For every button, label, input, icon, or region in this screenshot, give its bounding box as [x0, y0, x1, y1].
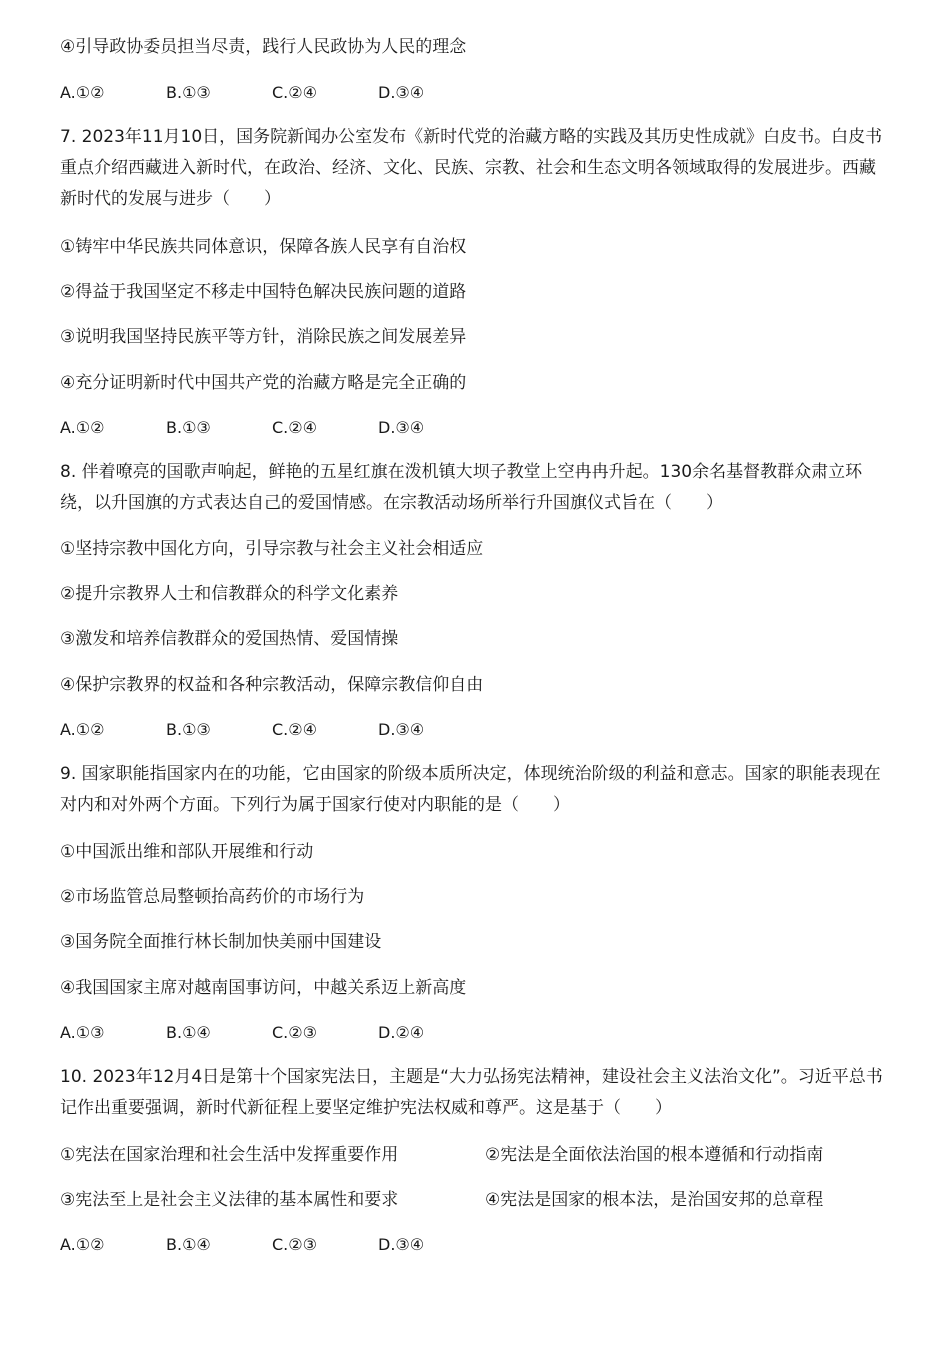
q8-options — [60, 719, 424, 741]
q9-item-4: ④我国国家主席对越南国事访问，中越关系迈上新高度 — [60, 978, 467, 998]
q9-option-a: A.①③ — [60, 1023, 105, 1042]
q10-option-c: C.②③ — [272, 1235, 317, 1254]
q8-stem: 8. 伴着嘹亮的国歌声响起，鲜艳的五星红旗在泼机镇大坝子教堂上空冉冉升起。130余名基督教群众肃立环绕，以升国旗的方式表达自己的爱国情感。在宗教活动场所举行升国旗仪式旨在（ ） — [60, 462, 863, 513]
q6-item-4: ④引导政协委员担当尽责，践行人民政协为人民的理念 — [60, 37, 467, 57]
q10-option-d: D.③④ — [378, 1235, 425, 1254]
q7-item-1: ①铸牢中华民族共同体意识，保障各族人民享有自治权 — [60, 237, 467, 257]
q6-option-c: C.②④ — [272, 83, 317, 102]
q7-item-2: ②得益于我国坚定不移走中国特色解决民族问题的道路 — [60, 282, 467, 302]
q8-item-1: ①坚持宗教中国化方向，引导宗教与社会主义社会相适应 — [60, 539, 484, 559]
q8-item-2: ②提升宗教界人士和信教群众的科学文化素养 — [60, 584, 399, 604]
q10-stem: 10. 2023年12月4日是第十个国家宪法日，主题是“大力弘扬宪法精神，建设社会主义法治文化”。习近平总书记作出重要强调，新时代新征程上要坚定维护宪法权威和尊严。这是基于（ ） — [60, 1067, 883, 1118]
q9-item-1: ①中国派出维和部队开展维和行动 — [60, 842, 314, 862]
q9-item-2: ②市场监管总局整顿抬高药价的市场行为 — [60, 887, 365, 907]
q10-item-4: ④宪法是国家的根本法，是治国安邦的总章程 — [485, 1190, 824, 1210]
q7-option-c: C.②④ — [272, 418, 317, 437]
q9-item-3: ③国务院全面推行林长制加快美丽中国建设 — [60, 932, 382, 952]
q6-option-a: A.①② — [60, 83, 105, 102]
q10-item-1: ①宪法在国家治理和社会生活中发挥重要作用 — [60, 1145, 399, 1165]
q8-option-c: C.②④ — [272, 720, 317, 739]
q9-option-d: D.②④ — [378, 1023, 425, 1042]
q8-option-b: B.①③ — [166, 720, 211, 739]
q10-options — [60, 1234, 424, 1256]
q8-item-3: ③激发和培养信教群众的爱国热情、爱国情操 — [60, 629, 399, 649]
q6-option-d: D.③④ — [378, 83, 425, 102]
q10-item-3: ③宪法至上是社会主义法律的基本属性和要求 — [60, 1190, 399, 1210]
q7-option-a: A.①② — [60, 418, 105, 437]
q10-option-a: A.①② — [60, 1235, 105, 1254]
q9-option-b: B.①④ — [166, 1023, 211, 1042]
q6-option-b: B.①③ — [166, 83, 211, 102]
q6-options — [60, 82, 424, 104]
q7-options — [60, 417, 424, 439]
q9-option-c: C.②③ — [272, 1023, 317, 1042]
q7-item-3: ③说明我国坚持民族平等方针，消除民族之间发展差异 — [60, 327, 467, 347]
q10-item-2: ②宪法是全面依法治国的根本遵循和行动指南 — [485, 1145, 824, 1165]
q7-option-b: B.①③ — [166, 418, 211, 437]
q8-option-a: A.①② — [60, 720, 105, 739]
q8-item-4: ④保护宗教界的权益和各种宗教活动，保障宗教信仰自由 — [60, 675, 484, 695]
q8-option-d: D.③④ — [378, 720, 425, 739]
q9-stem: 9. 国家职能指国家内在的功能，它由国家的阶级本质所决定，体现统治阶级的利益和意志。国家的职能表现在对内和对外两个方面。下列行为属于国家行使对内职能的是（ ） — [60, 764, 881, 815]
q10-option-b: B.①④ — [166, 1235, 211, 1254]
q7-option-d: D.③④ — [378, 418, 425, 437]
q7-item-4: ④充分证明新时代中国共产党的治藏方略是完全正确的 — [60, 373, 467, 393]
q7-stem: 7. 2023年11月10日，国务院新闻办公室发布《新时代党的治藏方略的实践及其历史性成就》白皮书。白皮书重点介绍西藏进入新时代，在政治、经济、文化、民族、宗教、社会和生态文明各领域取得的发展进步。西藏新时代的发展与进步（ ） — [60, 127, 883, 209]
q9-options — [60, 1022, 424, 1044]
